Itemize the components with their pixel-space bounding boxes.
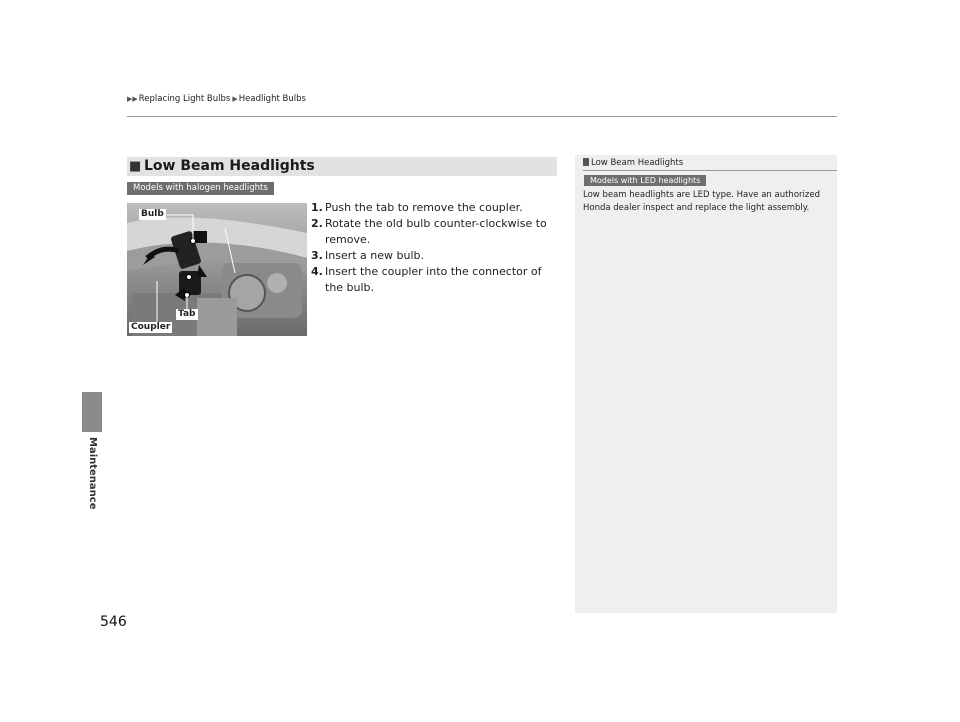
- section-heading: [127, 157, 557, 176]
- breadcrumb-arrow-icon: ▶: [232, 95, 238, 103]
- note-rule: [583, 170, 837, 171]
- step-item: [311, 216, 561, 248]
- section-square-icon: ■: [129, 159, 142, 174]
- step-item: [311, 248, 561, 264]
- step-item: [311, 200, 561, 216]
- step-number: 4.: [311, 265, 323, 278]
- callout-coupler: Coupler: [131, 322, 171, 332]
- step-number: 2.: [311, 217, 323, 230]
- page-number: 546: [100, 614, 127, 630]
- note-title-text: Low Beam Headlights: [591, 158, 684, 168]
- step-text: Insert the coupler into the connector of the bulb.: [325, 265, 542, 294]
- chapter-tab[interactable]: [84, 437, 100, 510]
- instruction-steps: [311, 200, 561, 296]
- section-title: Low Beam Headlights: [144, 158, 315, 174]
- breadcrumb-arrow-icon: ▶▶: [127, 95, 138, 103]
- breadcrumb-item[interactable]: Headlight Bulbs: [238, 94, 306, 104]
- header-rule: [127, 116, 837, 117]
- sidebar-note-panel: [575, 155, 837, 613]
- note-model-badge: Models with LED headlights: [584, 175, 706, 186]
- note-text: Low beam headlights are LED type. Have an authorized Honda dealer inspect and replace the light assembly.: [583, 190, 820, 213]
- step-text: Push the tab to remove the coupler.: [325, 201, 523, 214]
- note-marker-icon: [583, 158, 589, 166]
- step-text: Insert a new bulb.: [325, 249, 425, 262]
- model-badge: Models with halogen headlights: [127, 182, 274, 195]
- breadcrumb-item[interactable]: Replacing Light Bulbs: [138, 94, 231, 104]
- step-number: 3.: [311, 249, 323, 262]
- callout-tab: Tab: [178, 309, 196, 319]
- breadcrumb: [127, 94, 306, 104]
- step-text: Rotate the old bulb counter-clockwise to remove.: [325, 217, 547, 246]
- headlight-bulb-photo: [127, 203, 307, 336]
- chapter-tab-marker[interactable]: [82, 392, 102, 432]
- step-item: [311, 264, 561, 296]
- callout-bulb: Bulb: [141, 209, 164, 219]
- note-title[interactable]: [583, 158, 683, 168]
- chapter-tab-label: Maintenance: [87, 437, 98, 510]
- step-number: 1.: [311, 201, 323, 214]
